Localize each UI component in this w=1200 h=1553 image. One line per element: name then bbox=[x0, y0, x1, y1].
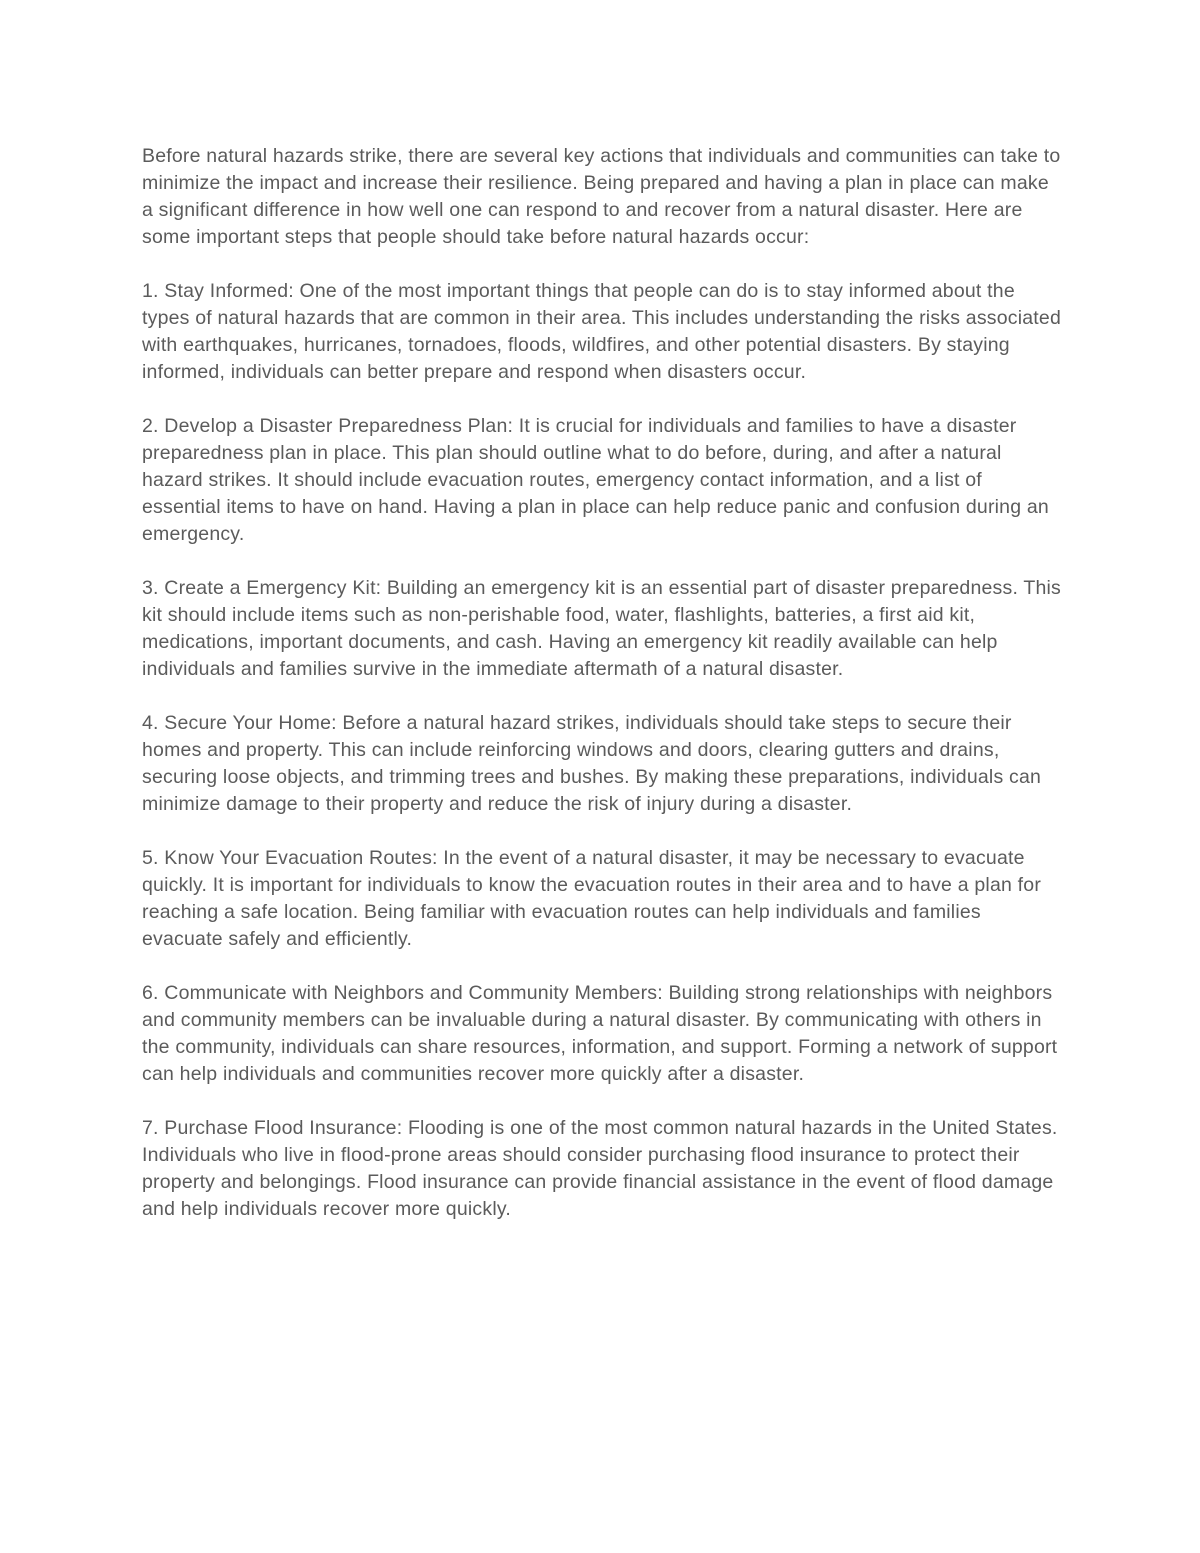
paragraph-evacuation-routes: 5. Know Your Evacuation Routes: In the event of a natural disaster, it may be necessary to evacuate quickly. It is important for individuals to know the evacuation routes in their area and to have a plan for reaching a safe location. Being familiar with evacuation routes can help individuals and families evacuate safely and efficiently. bbox=[142, 847, 1042, 950]
paragraph-communicate-neighbors: 6. Communicate with Neighbors and Community Members: Building strong relationships with neighbors and community members can be invaluable during a natural disaster. By communicating with others in the community, individuals can share resources, information, and support. Forming a network of support can help individuals and communities recover more quickly after a disaster. bbox=[142, 982, 1058, 1085]
intro-paragraph: Before natural hazards strike, there are several key actions that individuals and communities can take to minimize the impact and increase their resilience. Being prepared and having a plan in place can make a significant difference in how well one can respond to and recover from a natural disaster. Here are some important steps that people should take before natural hazards occur: bbox=[142, 145, 1061, 248]
document-body bbox=[142, 143, 1062, 1223]
paragraph-flood-insurance: 7. Purchase Flood Insurance: Flooding is one of the most common natural hazards in the United States. Individuals who live in flood-prone areas should consider purchasing flood insurance to protect their property and belongings. Flood insurance can provide financial assistance in the event of flood damage and help individuals recover more quickly. bbox=[142, 1117, 1058, 1220]
paragraph-stay-informed: 1. Stay Informed: One of the most important things that people can do is to stay informed about the types of natural hazards that are common in their area. This includes understanding the risks associated with earthquakes, hurricanes, tornadoes, floods, wildfires, and other potential disasters. By staying informed, individuals can better prepare and respond when disasters occur. bbox=[142, 280, 1062, 383]
paragraph-secure-home: 4. Secure Your Home: Before a natural hazard strikes, individuals should take steps to secure their homes and property. This can include reinforcing windows and doors, clearing gutters and drains, securing loose objects, and trimming trees and bushes. By making these preparations, individuals can minimize damage to their property and reduce the risk of injury during a disaster. bbox=[142, 712, 1042, 815]
paragraph-emergency-kit: 3. Create a Emergency Kit: Building an emergency kit is an essential part of disaster preparedness. This kit should include items such as non-perishable food, water, flashlights, batteries, a first aid kit, medications, important documents, and cash. Having an emergency kit readily available can help individuals and families survive in the immediate aftermath of a natural disaster. bbox=[142, 577, 1061, 680]
paragraph-preparedness-plan: 2. Develop a Disaster Preparedness Plan: It is crucial for individuals and families to have a disaster preparedness plan in place. This plan should outline what to do before, during, and after a natural hazard strikes. It should include evacuation routes, emergency contact information, and a list of essential items to have on hand. Having a plan in place can help reduce panic and confusion during an emergency. bbox=[142, 415, 1049, 545]
